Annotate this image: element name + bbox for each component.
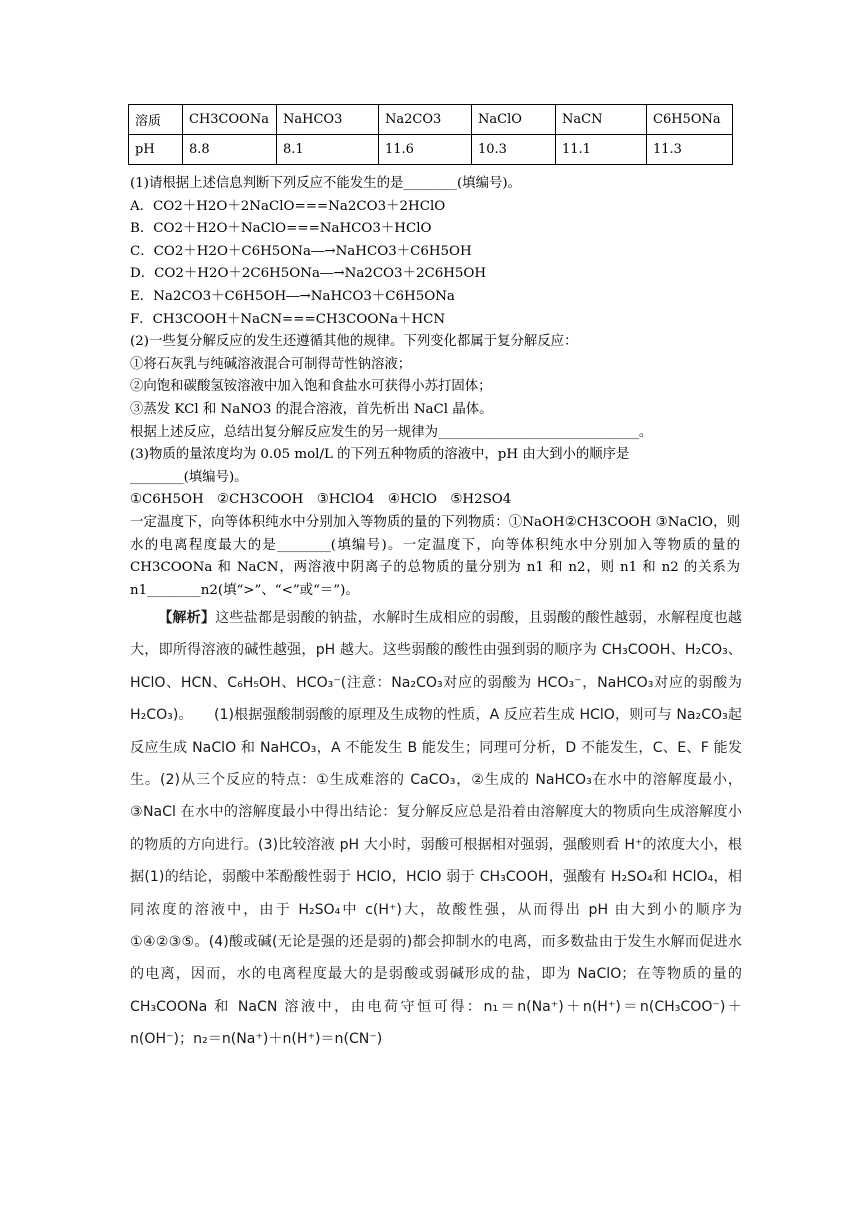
analysis-block (130, 602, 742, 1056)
table-cell: NaClO (472, 105, 556, 135)
question-2-summary: 根据上述反应，总结出复分解反应发生的另一规律为______________________________。 (130, 424, 653, 440)
question-3-paragraph: 一定温度下，向等体积纯水中分别加入等物质的量的下列物质：①NaOH②CH3COOH ③NaClO，则水的电离程度最大的是________(填编号)。一定温度下，向等体积纯水中分别加入等物质的量的CH3COONa 和 NaCN，两溶液中阴离子的总物质的量分别为 n1 和 n2，则 n1 和 n2 的关系为 n1________n2(填“>”、“<”或“＝”)。 (130, 514, 740, 598)
option-c: C．CO2＋H2O＋C6H5ONa―→NaHCO3＋C6H5OH (130, 243, 472, 259)
table-cell: 8.1 (277, 135, 379, 165)
question-3-line2: ________(填编号)。 (130, 469, 248, 485)
option-b: B．CO2＋H2O＋NaClO===NaHCO3＋HClO (130, 221, 432, 237)
question-block (130, 173, 740, 602)
table-cell: C6H5ONa (647, 105, 733, 135)
table-cell: 10.3 (472, 135, 556, 165)
table-cell: NaHCO3 (277, 105, 379, 135)
table-cell: 溶质 (129, 105, 183, 135)
ph-table (128, 104, 733, 165)
question-2-intro: (2)一些复分解反应的发生还遵循其他的规律。下列变化都属于复分解反应： (130, 334, 578, 350)
question-3-substances: ①C6H5OH ②CH3COOH ③HClO4 ④HClO ⑤H2SO4 (130, 492, 512, 508)
table-cell: 11.1 (556, 135, 647, 165)
question-3-line1: (3)物质的量浓度均为 0.05 mol/L 的下列五种物质的溶液中，pH 由大到小的顺序是 (130, 447, 630, 463)
option-f: F．CH3COOH＋NaCN===CH3COONa＋HCN (130, 311, 446, 327)
option-a: A．CO2＋H2O＋2NaClO===Na2CO3＋2HClO (130, 198, 446, 214)
question-2-item: ②向饱和碳酸氢铵溶液中加入饱和食盐水可获得小苏打固体； (130, 379, 492, 395)
question-2-item: ③蒸发 KCl 和 NaNO3 的混合溶液，首先析出 NaCl 晶体。 (130, 401, 493, 417)
table-cell: 11.6 (379, 135, 472, 165)
table-header-row (129, 105, 733, 135)
table-cell: 11.3 (647, 135, 733, 165)
table-cell: 8.8 (183, 135, 277, 165)
table-row (129, 135, 733, 165)
table-cell: CH3COONa (183, 105, 277, 135)
analysis-text: 这些盐都是弱酸的钠盐，水解时生成相应的弱酸，且弱酸的酸性越弱，水解程度也越大，即所得溶液的碱性越强，pH 越大。这些弱酸的酸性由强到弱的顺序为 CH₃COOH、H₂CO₃、HClO、HCN、C₆H₅OH、HCO₃⁻(注意：Na₂CO₃对应的弱酸为 HCO₃⁻，NaHCO₃对应的弱酸为 H₂CO₃)。 (1)根据强酸制弱酸的原理及生成物的性质，A 反应若生成 HClO，则可与 Na₂CO₃起反应生成 NaClO 和 NaHCO₃，A 不能发生 B 能发生；同理可分析，D 不能发生，C、E、F 能发生。(2)从三个反应的特点：①生成难溶的 CaCO₃，②生成的 NaHCO₃在水中的溶解度最小，③NaCl 在水中的溶解度最小中得出结论：复分解反应总是沿着由溶解度大的物质向生成溶解度小的物质的方向进行。(3)比较溶液 pH 大小时，弱酸可根据相对强弱，强酸则看 H⁺的浓度大小，根据(1)的结论，弱酸中苯酚酸性弱于 HClO，HClO 弱于 CH₃COOH，强酸有 H₂SO₄和 HClO₄，相同浓度的溶液中，由于 H₂SO₄中 c(H⁺)大，故酸性强，从而得出 pH 由大到小的顺序为①④②③⑤。(4)酸或碱(无论是强的还是弱的)都会抑制水的电离，而多数盐由于发生水解而促进水的电离，因而，水的电离程度最大的是弱酸或弱碱形成的盐，即为 NaClO；在等物质的量的 CH₃COONa 和 NaCN 溶液中，由电荷守恒可得：n₁＝n(Na⁺)＋n(H⁺)＝n(CH₃COO⁻)＋n(OH⁻)；n₂＝n(Na⁺)＋n(H⁺)＝n(CN⁻) (130, 610, 743, 1048)
table-cell: Na2CO3 (379, 105, 472, 135)
table-cell: pH (129, 135, 183, 165)
option-e: E．Na2CO3＋C6H5OH―→NaHCO3＋C6H5ONa (130, 288, 455, 304)
table-cell: NaCN (556, 105, 647, 135)
question-2-item: ①将石灰乳与纯碱溶液混合可制得苛性钠溶液； (130, 356, 412, 372)
analysis-tag: 【解析】 (158, 610, 216, 626)
analysis-paragraph (130, 602, 742, 1056)
question-1-prompt: (1)请根据上述信息判断下列反应不能发生的是________(填编号)。 (130, 176, 521, 191)
option-d: D．CO2＋H2O＋2C6H5ONa―→Na2CO3＋2C6H5OH (130, 266, 487, 282)
